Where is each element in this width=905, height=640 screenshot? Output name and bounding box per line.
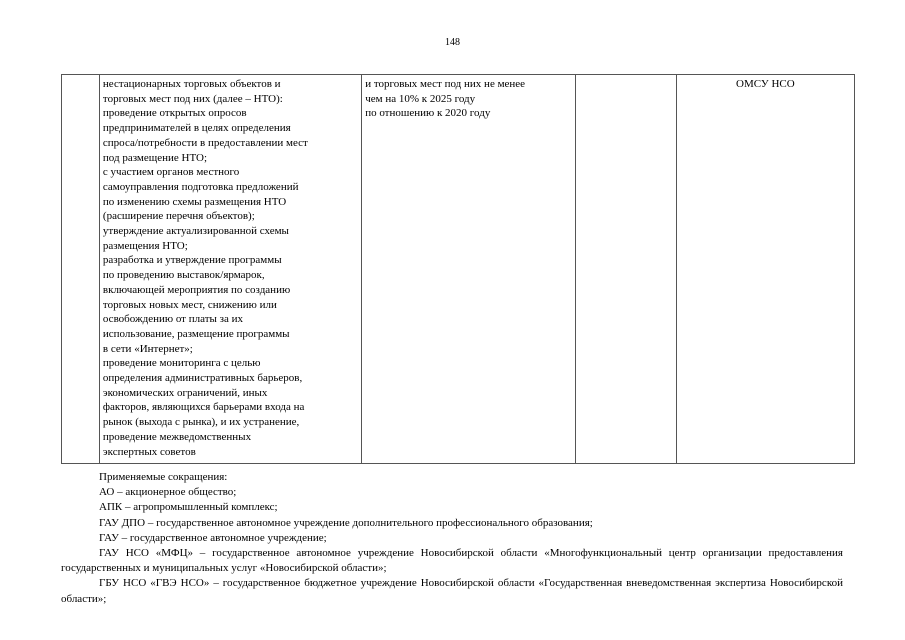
measures-table	[61, 74, 855, 464]
cell-line: определения административных барьеров,	[102, 372, 303, 385]
cell-line: проведение межведомственных	[102, 430, 252, 443]
abbreviation-item: ГБУ НСО «ГВЭ НСО» – государственное бюджетное учреждение Новосибирской области «Государственная вневедомственная экспертиза Новосибирской области»;	[61, 577, 843, 605]
page-number: 148	[445, 37, 460, 48]
cell-line: экспертных советов	[102, 445, 196, 458]
abbreviation-item: АО – акционерное общество;	[99, 486, 237, 499]
cell-line: нестационарных торговых объектов и	[102, 78, 281, 90]
cell-line: утверждение актуализированной схемы	[102, 225, 289, 238]
cell-line: освобождению от платы за их	[102, 313, 244, 326]
cell-measures	[99, 75, 361, 464]
abbreviation-item: ГАУ – государственное автономное учреждение;	[99, 531, 327, 544]
cell-line: по изменению схемы размещения НТО	[102, 195, 287, 208]
cell-line: включающей мероприятия по созданию	[102, 283, 291, 296]
cell-line: под размещение НТО;	[102, 151, 208, 164]
cell-line: факторов, являющихся барьерами входа на	[102, 401, 305, 414]
cell-line: торговых мест под них (далее – НТО):	[102, 92, 283, 105]
cell-line: торговых новых мест, снижению или	[102, 298, 277, 311]
cell-line: по проведению выставок/ярмарок,	[102, 269, 265, 282]
cell-line: рынок (выхода с рынка), и их устранение,	[102, 416, 300, 429]
cell-responsible: ОМСУ НСО	[676, 75, 854, 464]
cell-number	[62, 75, 100, 464]
cell-line: разработка и утверждение программы	[102, 254, 282, 267]
table-row	[62, 75, 855, 464]
cell-line: проведение открытых опросов	[102, 107, 247, 120]
cell-line: чем на 10% к 2025 году	[365, 92, 476, 105]
cell-line: самоуправления подготовка предложений	[102, 180, 299, 193]
cell-line: проведение мониторинга с целью	[102, 357, 261, 370]
cell-line: экономических ограничений, иных	[102, 386, 268, 399]
cell-deadline	[576, 75, 676, 464]
cell-line: использование, размещение программы	[102, 327, 290, 340]
cell-line: в сети «Интернет»;	[102, 342, 193, 355]
cell-line: размещения НТО;	[102, 239, 188, 252]
cell-line: по отношению к 2020 году	[365, 107, 491, 120]
abbreviations-block	[61, 470, 843, 607]
cell-line: с участием органов местного	[102, 166, 240, 179]
cell-line: (расширение перечня объектов);	[102, 210, 255, 223]
abbreviation-item: ГАУ НСО «МФЦ» – государственное автономное учреждение Новосибирской области «Многофункциональный центр организации предоставления государственных и муниципальных услуг «Новосибирской области»;	[61, 547, 843, 575]
abbreviation-item: ГАУ ДПО – государственное автономное учреждение дополнительного профессионального образования;	[99, 516, 593, 529]
cell-line: и торговых мест под них не менее	[365, 78, 526, 90]
cell-line: предпринимателей в целях определения	[102, 122, 291, 135]
cell-line: спроса/потребности в предоставлении мест	[102, 136, 308, 149]
cell-indicator	[362, 75, 576, 464]
abbreviations-heading: Применяемые сокращения:	[99, 471, 228, 483]
abbreviation-item: АПК – агропромышленный комплекс;	[99, 501, 278, 514]
